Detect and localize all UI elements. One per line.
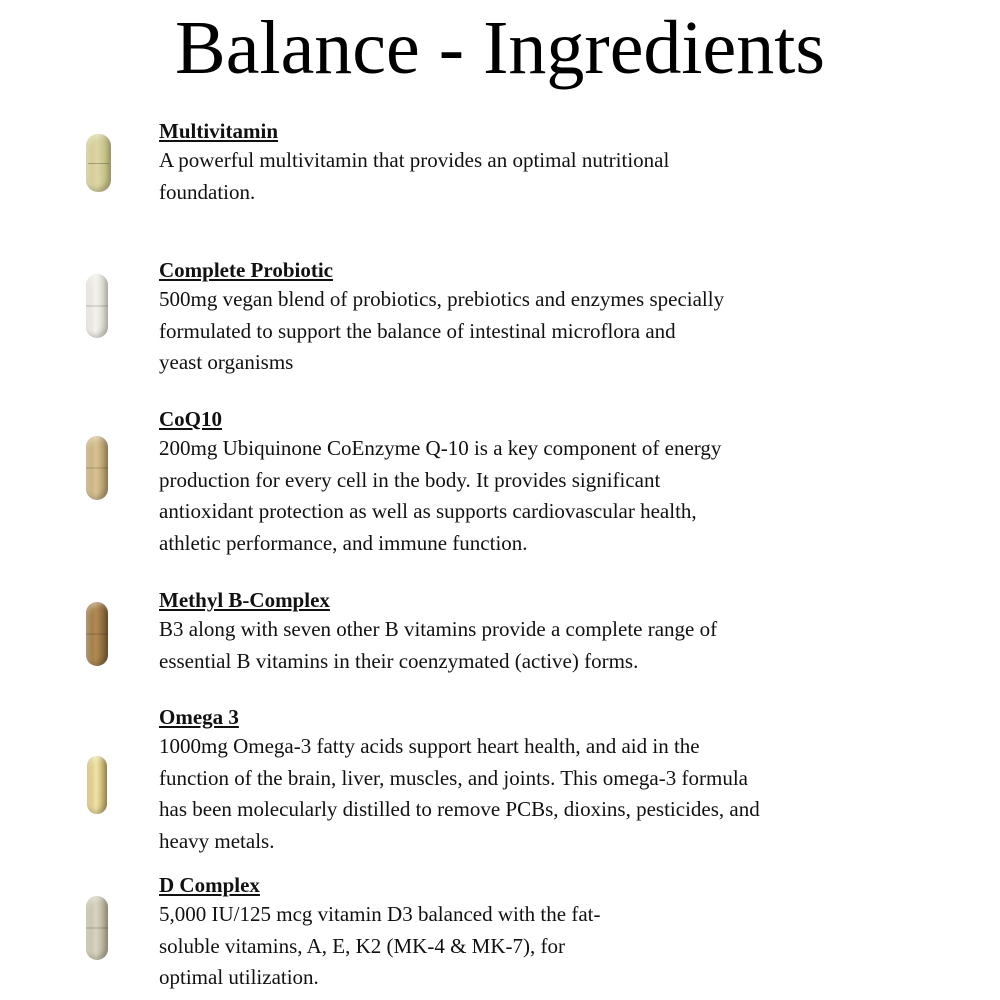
ingredient-text — [159, 405, 859, 559]
ingredient-description: 1000mg Omega-3 fatty acids support heart health, and aid in the function of the brain, liver, muscles, and joints. This omega-3 formula has been molecularly distilled to remove PCBs, dioxins, pesticides, and heavy metals. — [159, 734, 760, 853]
ingredient-text — [159, 586, 859, 677]
ingredient-description: 5,000 IU/125 mcg vitamin D3 balanced with the fat- soluble vitamins, A, E, K2 (MK-4 & MK-7), for optimal utilization. — [159, 902, 601, 989]
ingredient-description: B3 along with seven other B vitamins provide a complete range of essential B vitamins in their coenzymated (active) forms. — [159, 617, 718, 673]
ingredient-name: Omega 3 — [159, 705, 239, 729]
beige-capsule-icon — [86, 896, 108, 960]
ingredient-name: D Complex — [159, 873, 260, 897]
page-title: Balance - Ingredients — [175, 6, 825, 90]
ingredient-text — [159, 117, 859, 208]
white-capsule-icon — [86, 274, 108, 338]
ingredient-name: CoQ10 — [159, 407, 222, 431]
ingredient-text — [159, 871, 859, 994]
tablet-pill-icon — [86, 134, 111, 192]
brown-capsule-icon — [86, 602, 108, 666]
ingredient-text — [159, 256, 859, 379]
tan-capsule-icon — [86, 436, 108, 500]
ingredient-name: Complete Probiotic — [159, 258, 333, 282]
ingredient-description: A powerful multivitamin that provides an optimal nutritional foundation. — [159, 148, 670, 204]
ingredient-description: 500mg vegan blend of probiotics, prebiotics and enzymes specially formulated to support the balance of intestinal microflora and yeast organisms — [159, 287, 725, 374]
ingredient-text — [159, 703, 859, 857]
ingredient-name: Methyl B-Complex — [159, 588, 330, 612]
softgel-icon — [87, 756, 107, 814]
ingredient-name: Multivitamin — [159, 119, 278, 143]
ingredient-description: 200mg Ubiquinone CoEnzyme Q-10 is a key component of energy production for every cell in the body. It provides significant antioxidant protection as well as supports cardiovascular health, athletic performance, and immune function. — [159, 436, 722, 555]
